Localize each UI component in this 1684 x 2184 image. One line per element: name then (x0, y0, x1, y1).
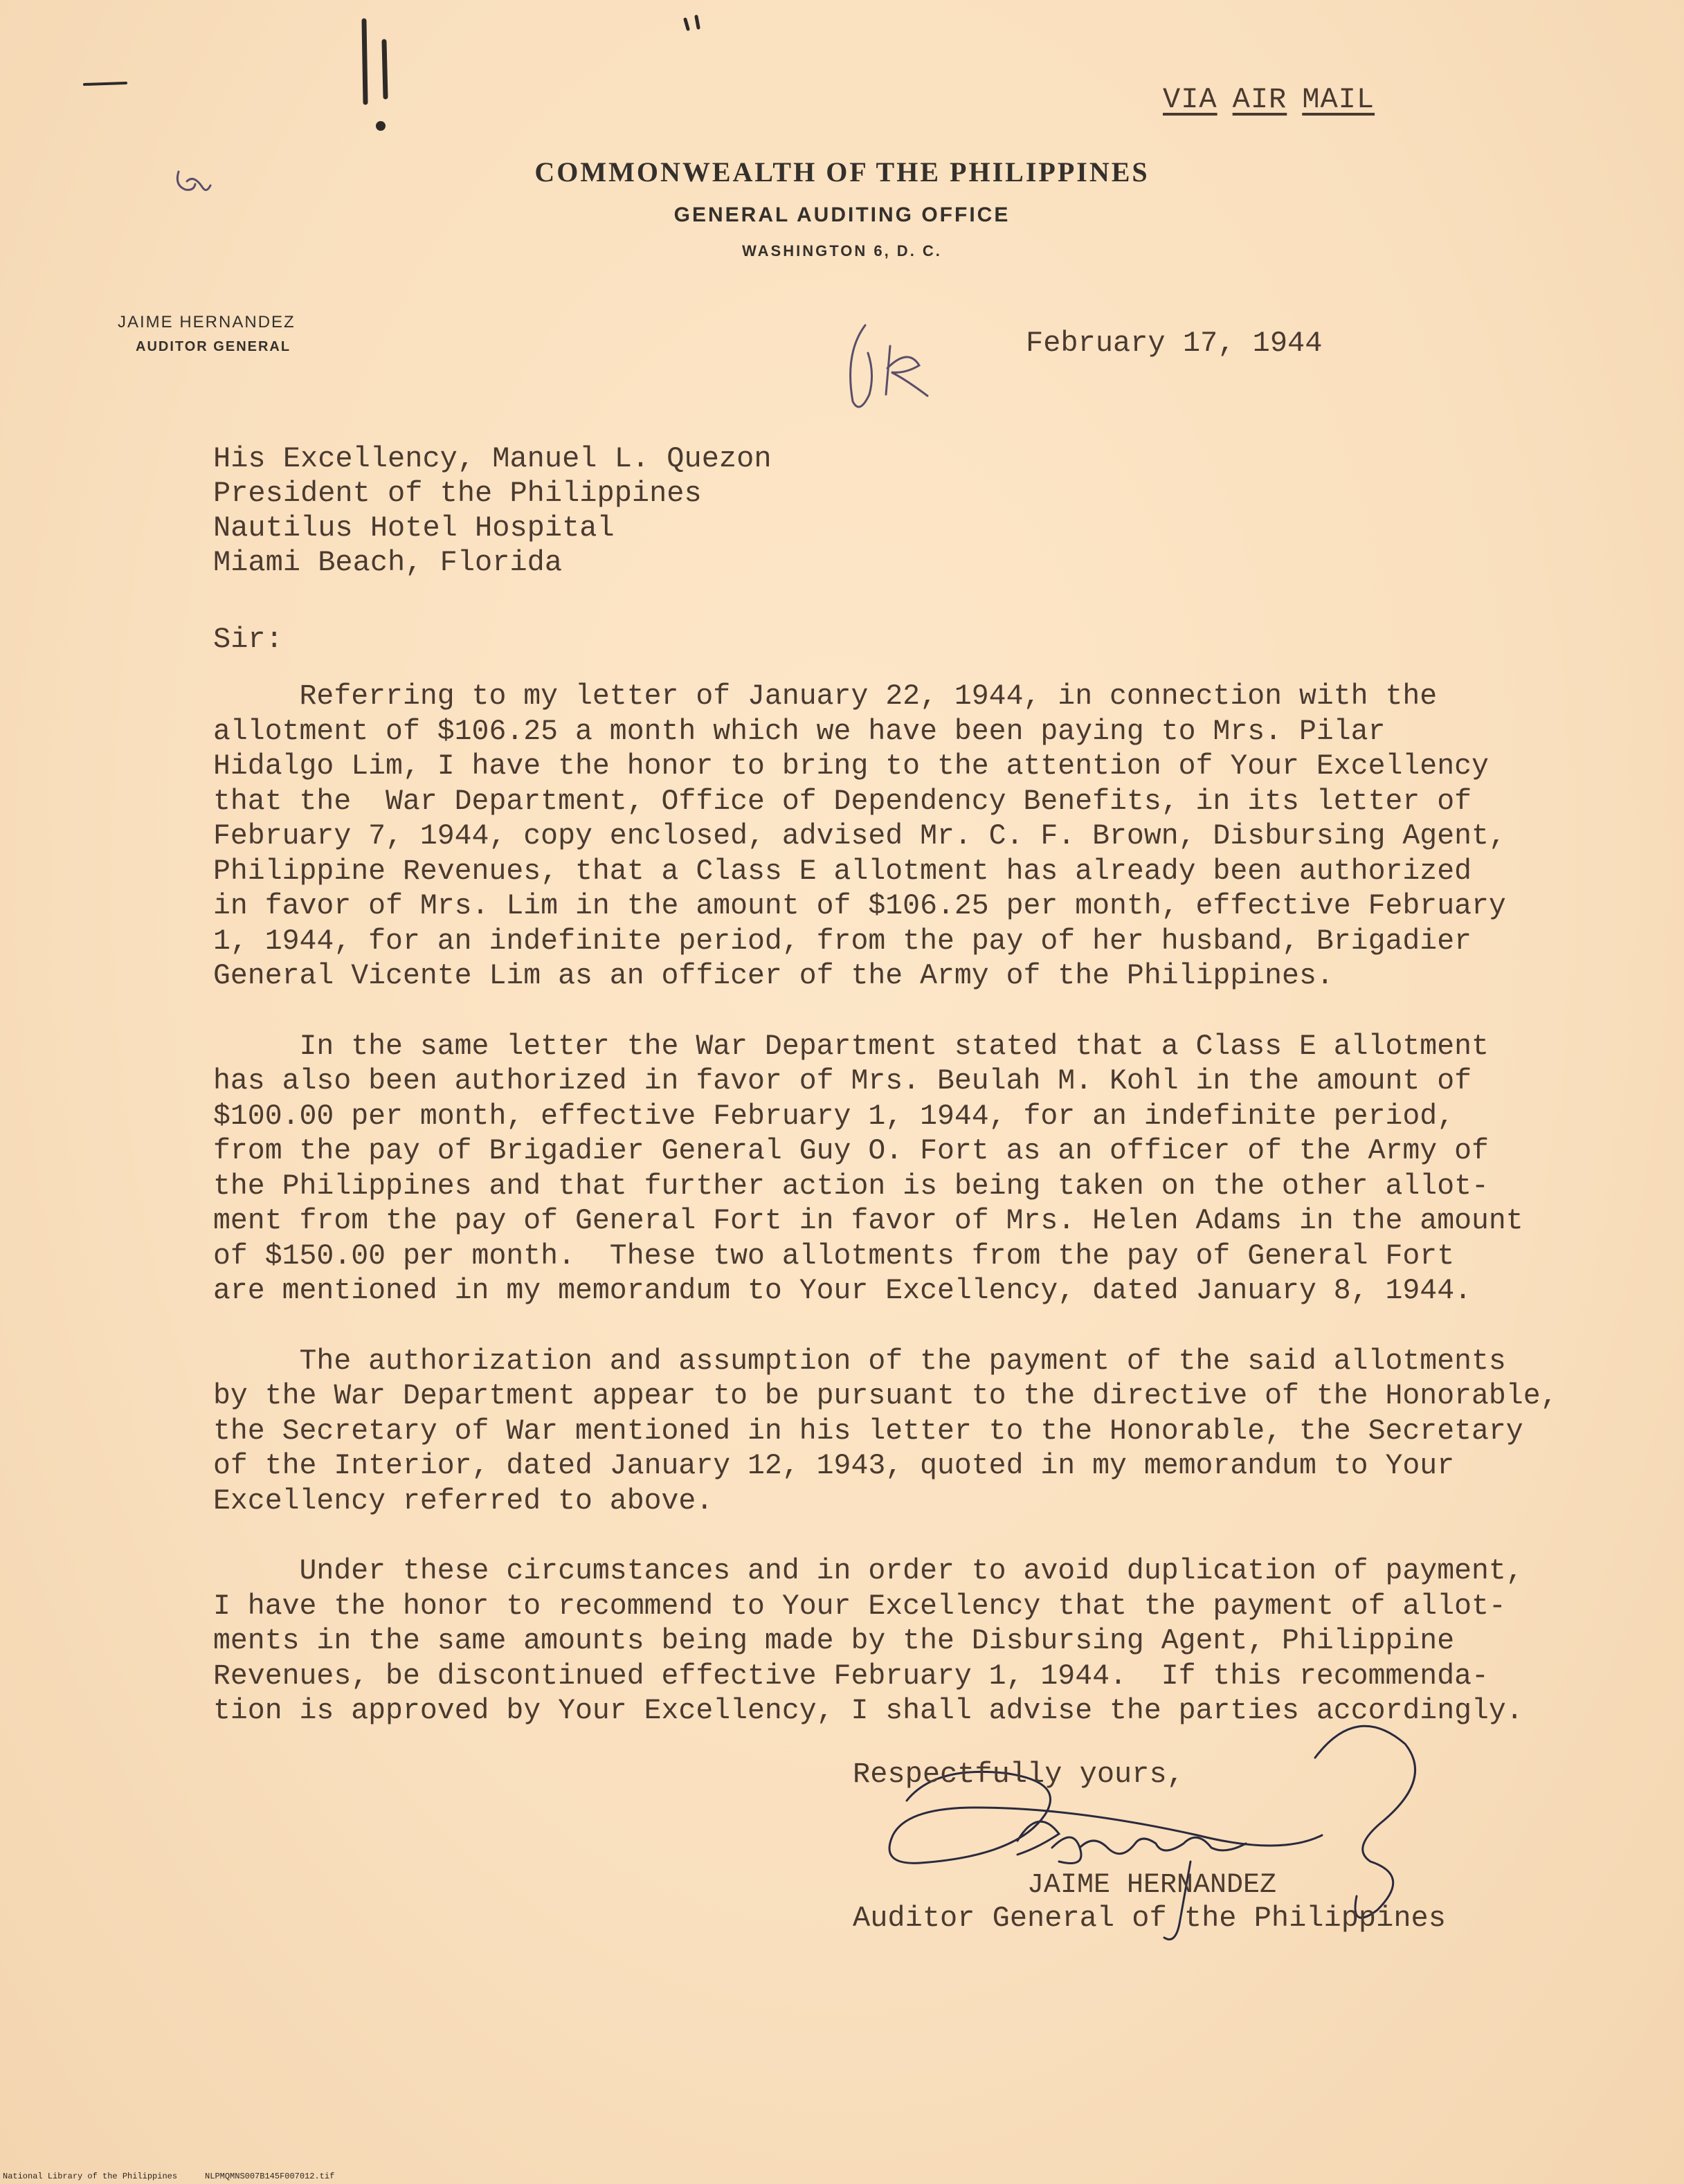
body-line: ments in the same amounts being made by the Disbursing Agent, Philippine (213, 1625, 1455, 1657)
signatory-name: JAIME HERNANDEZ (1027, 1870, 1277, 1901)
body-line: are mentioned in my memorandum to Your Excellency, dated January 8, 1944. (213, 1275, 1472, 1307)
body-line: the Secretary of War mentioned in his letter to the Honorable, the Secretary (213, 1414, 1523, 1448)
body-line: General Vicente Lim as an officer of the Army of the Philippines. (213, 960, 1334, 992)
closing: Respectfully yours, (853, 1758, 1184, 1791)
footer-source: National Library of the Philippines (3, 2172, 178, 2181)
scan-footer (3, 2172, 362, 2181)
letterhead-city: WASHINGTON 6, D. C. (742, 242, 942, 260)
via-air-mail-note (1163, 82, 1390, 116)
body-line: by the War Department appear to be pursuant to the directive of the Honorable, (213, 1380, 1558, 1412)
body-line: in favor of Mrs. Lim in the amount of $106.25 per month, effective February (213, 890, 1506, 922)
via-air-mail-word-2: AIR (1232, 83, 1287, 116)
body-line: the Philippines and that further action is being taken on the other allot- (213, 1170, 1489, 1203)
body-line: tion is approved by Your Excellency, I shall advise the parties accordingly. (213, 1695, 1523, 1727)
body-line: I have the honor to recommend to Your Excellency that the payment of allot- (213, 1590, 1506, 1623)
letterhead-office: GENERAL AUDITING OFFICE (673, 203, 1011, 226)
initials-mark (851, 325, 927, 407)
margin-dash-mark (84, 83, 126, 84)
paragraph-3 (213, 1345, 1584, 1520)
body-line: Hidalgo Lim, I have the honor to bring to the attention of Your Excellency (213, 750, 1489, 783)
address-line: Miami Beach, Florida (213, 546, 563, 579)
body-line: ment from the pay of General Fort in favor of Mrs. Helen Adams in the amount (213, 1205, 1523, 1237)
recipient-address (213, 442, 772, 580)
letterhead-title: COMMONWEALTH OF THE PHILIPPINES (534, 156, 1150, 188)
body-line: of the Interior, dated January 12, 1943, quoted in my memorandum to Your (213, 1450, 1455, 1482)
top-tick-marks (685, 17, 698, 29)
punch-dot (376, 121, 386, 131)
letter-body (213, 680, 1584, 1765)
body-line: that the War Department, Office of Dependency Benefits, in its letter of (213, 785, 1472, 818)
address-line: His Excellency, Manuel L. Quezon (213, 442, 772, 475)
body-line: Revenues, be discontinued effective February 1, 1944. If this recommenda- (213, 1659, 1489, 1693)
punch-mark-left (364, 21, 365, 102)
footer-file: NLPMQMNS007B145F007012.tif (205, 2172, 335, 2181)
body-line: The authorization and assumption of the payment of the said allotments (213, 1345, 1506, 1378)
sender-name: JAIME HERNANDEZ (118, 313, 296, 331)
via-air-mail-word-1: VIA (1163, 83, 1217, 116)
body-line: has also been authorized in favor of Mrs. Beulah M. Kohl in the amount of (213, 1065, 1472, 1098)
sender-title: AUDITOR GENERAL (136, 339, 291, 354)
body-line: In the same letter the War Department stated that a Class E allotment (213, 1030, 1489, 1063)
body-line: Philippine Revenues, that a Class E allotment has already been authorized (213, 855, 1472, 888)
body-line: Under these circumstances and in order to avoid duplication of payment, (213, 1555, 1523, 1587)
body-line: of $150.00 per month. These two allotments from the pay of General Fort (213, 1239, 1455, 1273)
body-line: February 7, 1944, copy enclosed, advised Mr. C. F. Brown, Disbursing Agent, (213, 820, 1506, 853)
punch-mark-right (384, 42, 386, 97)
body-line: 1, 1944, for an indefinite period, from the pay of her husband, Brigadier (213, 925, 1472, 958)
body-line: from the pay of Brigadier General Guy O. Fort as an officer of the Army of (213, 1135, 1489, 1167)
paragraph-2 (213, 1030, 1584, 1309)
paragraph-4 (213, 1554, 1584, 1729)
paragraph-1 (213, 680, 1584, 994)
body-line: Referring to my letter of January 22, 1944, in connection with the (213, 680, 1438, 713)
address-line: President of the Philippines (213, 477, 702, 510)
address-line: Nautilus Hotel Hospital (213, 511, 615, 545)
body-line: Excellency referred to above. (213, 1484, 714, 1518)
body-line: allotment of $106.25 a month which we have been paying to Mrs. Pilar (213, 715, 1386, 748)
via-air-mail-word-3: MAIL (1302, 83, 1375, 116)
letter-date: February 17, 1944 (1026, 327, 1323, 360)
signatory-title: Auditor General of the Philippines (853, 1902, 1446, 1935)
salutation: Sir: (213, 623, 283, 656)
body-line: $100.00 per month, effective February 1, 1944, for an indefinite period, (213, 1100, 1455, 1133)
